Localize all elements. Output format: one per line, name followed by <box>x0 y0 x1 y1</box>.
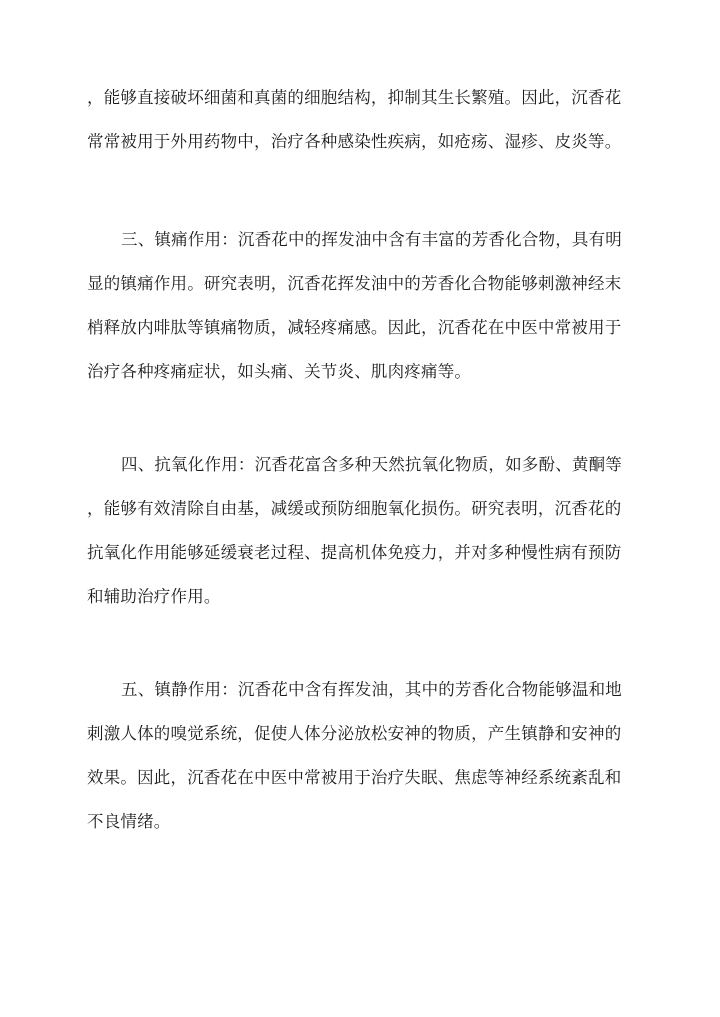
section-heading-line: 三、镇痛作用：沉香花中的挥发油中含有丰富的芳香化合物，具有明 <box>121 230 622 249</box>
paragraph-analgesic <box>87 218 637 394</box>
text-line: ，能够直接破坏细菌和真菌的细胞结构，抑制其生长繁殖。因此，沉香花 <box>87 88 622 107</box>
text-line: 常常被用于外用药物中，治疗各种感染性疾病，如疮疡、湿疹、皮炎等。 <box>87 132 622 151</box>
text-line: ，能够有效清除自由基，减缓或预防细胞氧化损伤。研究表明，沉香花的 <box>87 499 622 518</box>
text-line: 刺激人体的嗅觉系统，促使人体分泌放松安神的物质，产生镇静和安神的 <box>87 724 622 743</box>
text-line: 显的镇痛作用。研究表明，沉香花挥发油中的芳香化合物能够刺激神经末 <box>87 274 622 293</box>
text-line: 治疗各种疼痛症状，如头痛、关节炎、肌肉疼痛等。 <box>87 362 472 381</box>
text-line: 和辅助治疗作用。 <box>87 587 221 606</box>
text-line: 不良情绪。 <box>87 812 171 831</box>
section-heading-line: 五、镇静作用：沉香花中含有挥发油，其中的芳香化合物能够温和地 <box>121 680 622 699</box>
text-line: 效果。因此，沉香花在中医中常被用于治疗失眠、焦虑等神经系统紊乱和 <box>87 768 622 787</box>
paragraph-antioxidant <box>87 443 637 619</box>
paragraph-sedative <box>87 668 637 844</box>
section-heading-line: 四、抗氧化作用：沉香花富含多种天然抗氧化物质，如多酚、黄酮等 <box>121 455 622 474</box>
text-line: 梢释放内啡肽等镇痛物质，减轻疼痛感。因此，沉香花在中医中常被用于 <box>87 318 622 337</box>
paragraph-continuation <box>87 76 637 164</box>
text-line: 抗氧化作用能够延缓衰老过程、提高机体免疫力，并对多种慢性病有预防 <box>87 543 622 562</box>
